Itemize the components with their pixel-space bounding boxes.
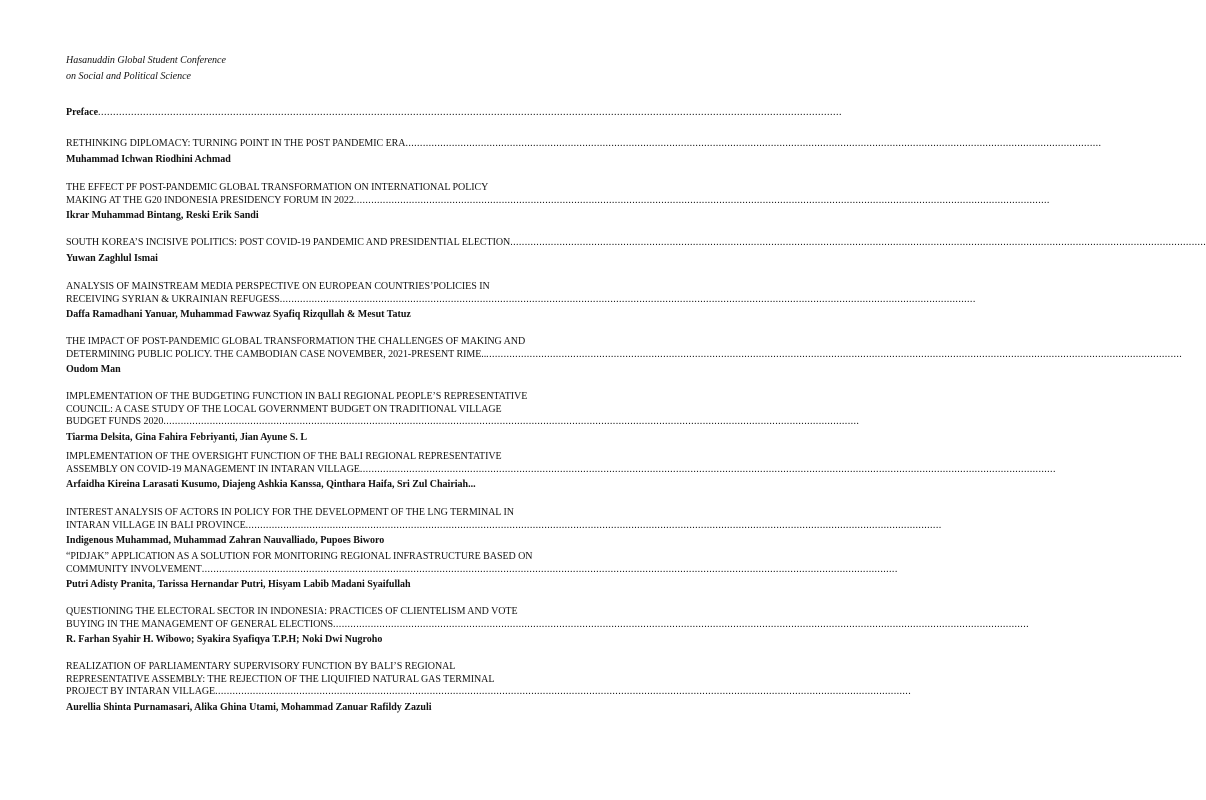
entry-authors: R. Farhan Syahir H. Wibowo; Syakira Syafiqya T.P.H; Noki Dwi Nugroho [66, 634, 383, 645]
leader-dots: ................................................................................................................................................................................................................................................ [279, 293, 976, 305]
entry-title-text: THE IMPACT OF POST-PANDEMIC GLOBAL TRANSFORMATION THE CHALLENGES OF MAKING AND [66, 336, 526, 347]
entry-title-line [66, 618, 1029, 632]
entry-title-line [66, 138, 1102, 151]
entry-authors: Indigenous Muhammad, Muhammad Zahran Nauvalliado, Pupoes Biworo [66, 535, 385, 546]
entry-title-text: RECEIVING SYRIAN & UKRAINIAN REFUGESS [66, 293, 280, 305]
toc-entry[interactable] [66, 661, 912, 715]
entry-title-line [66, 563, 898, 577]
entry-title-line [66, 551, 550, 564]
entry-title-text: REPRESENTATIVE ASSEMBLY: THE REJECTION OF THE LIQUIFIED NATURAL GAS TERMINAL [66, 673, 495, 685]
toc-entry[interactable] [66, 237, 1206, 266]
toc-entry[interactable] [66, 336, 1183, 377]
entry-title-text: BUYING IN THE MANAGEMENT OF GENERAL ELECTIONS [66, 618, 333, 630]
leader-dots: ................................................................................................................................................................................................................................................ [405, 138, 1102, 149]
entry-title-text: RETHINKING DIPLOMACY: TURNING POINT IN THE POST PANDEMIC ERA [66, 138, 406, 149]
entry-title-line [66, 463, 1056, 477]
toc-entry[interactable] [66, 551, 898, 592]
preface-label: Preface [66, 107, 99, 118]
entry-title-text: BUDGET FUNDS 2020 [66, 416, 164, 427]
entry-title-text: IMPLEMENTATION OF THE OVERSIGHT FUNCTION OF THE BALI REGIONAL REPRESENTATIVE [66, 451, 502, 462]
header-line-1: Hasanuddin Global Student Conference [66, 55, 226, 66]
entry-authors: Tiarma Delsita, Gina Fahira Febriyanti, Jian Ayune S. L [66, 431, 308, 443]
leader-dots: ................................................................................................................................................................................................................................................ [333, 618, 1029, 630]
entry-title-line [66, 674, 550, 687]
entry-title-text: IMPLEMENTATION OF THE BUDGETING FUNCTION IN BALI REGIONAL PEOPLE’S REPRESENTATIVE [66, 391, 528, 402]
toc-entry[interactable] [66, 182, 1050, 223]
toc-entry[interactable] [66, 138, 1102, 167]
toc-entry[interactable] [66, 391, 860, 445]
leader-dots: ................................................................................................................................................................................................................................................ [201, 563, 898, 575]
entry-title-text: QUESTIONING THE ELECTORAL SECTOR IN INDONESIA: PRACTICES OF CLIENTELISM AND VOTE [66, 606, 518, 617]
entry-title-text: COMMUNITY INVOLVEMENT [66, 563, 202, 575]
entry-title-text: INTARAN VILLAGE IN BALI PROVINCE [66, 519, 246, 531]
entry-authors: Daffa Ramadhani Yanuar, Muhammad Fawwaz Syafiq Rizqullah & Mesut Tatuz [66, 309, 411, 320]
entry-title-text: DETERMINING PUBLIC POLICY. THE CAMBODIAN CASE NOVEMBER, 2021-PRESENT RIME.. [66, 348, 487, 360]
leader-dots: ................................................................................................................................................................................................................................................ [163, 416, 860, 427]
entry-authors: Aurellia Shinta Purnamasari, Alika Ghina Utami, Mohammad Zanuar Rafildy Zazuli [66, 701, 432, 713]
entry-title-line [66, 519, 942, 533]
entry-title-line [66, 293, 976, 307]
entry-authors: Putri Adisty Pranita, Tarissa Hernandar Putri, Hisyam Labib Madani Syaifullah [66, 579, 411, 590]
entry-title-line [66, 281, 550, 294]
entry-title-line [66, 404, 550, 417]
toc-entry[interactable] [66, 281, 976, 322]
entry-title-line [66, 606, 550, 619]
entry-title-line [66, 686, 912, 699]
entry-authors: Arfaidha Kireina Larasati Kusumo, Diajeng Ashkia Kanssa, Qinthara Haifa, Sri Zul Chairiah... [66, 479, 476, 490]
entry-title-line [66, 348, 1183, 362]
entry-authors: Yuwan Zaghlul Ismai [66, 252, 158, 264]
leader-dots: ................................................................................................................................................................................................................................................ [486, 348, 1183, 360]
entry-title-text: “PIDJAK” APPLICATION AS A SOLUTION FOR MONITORING REGIONAL INFRASTRUCTURE BASED ON [66, 551, 533, 562]
toc-entry[interactable] [66, 606, 1029, 647]
entry-authors: Oudom Man [66, 364, 121, 375]
entry-title-text: REALIZATION OF PARLIAMENTARY SUPERVISORY FUNCTION BY BALI’S REGIONAL [66, 661, 456, 672]
leader-dots: ................................................................................................................................................................................................................................................ [245, 519, 942, 531]
entry-title-text: ASSEMBLY ON COVID-19 MANAGEMENT IN INTARAN VILLAGE [66, 463, 360, 475]
leader-dots: ................................................................................................................................................................................................................................................ [510, 237, 1206, 248]
leader-dots: ................................................................................................................................................................................................................................................ [359, 463, 1056, 475]
entry-authors: Muhammad Ichwan Riodhini Achmad [66, 153, 231, 165]
toc-preface[interactable] [66, 106, 550, 119]
leader-dots: ................................................................................................................................................................................................................................................ [215, 686, 912, 697]
entry-title-text: INTEREST ANALYSIS OF ACTORS IN POLICY FOR THE DEVELOPMENT OF THE LNG TERMINAL IN [66, 507, 514, 518]
header-line-2: on Social and Political Science [66, 71, 191, 82]
running-header [66, 53, 226, 85]
entry-title-text: COUNCIL: A CASE STUDY OF THE LOCAL GOVERNMENT BUDGET ON TRADITIONAL VILLAGE [66, 403, 502, 415]
entry-title-line [66, 451, 550, 464]
toc-entry[interactable] [66, 507, 942, 548]
leader-dots: ................................................................................................................................................................................................................................................ [353, 194, 1050, 206]
entry-authors: Ikrar Muhammad Bintang, Reski Erik Sandi [66, 210, 259, 221]
entry-title-line [66, 237, 1206, 250]
entry-title-text: PROJECT BY INTARAN VILLAGE [66, 686, 216, 697]
entry-title-text: ANALYSIS OF MAINSTREAM MEDIA PERSPECTIVE ON EUROPEAN COUNTRIES’POLICIES IN [66, 281, 490, 292]
entry-title-line [66, 194, 1050, 208]
entry-title-line [66, 661, 550, 674]
table-of-contents [66, 106, 1206, 713]
entry-title-text: THE EFFECT PF POST-PANDEMIC GLOBAL TRANSFORMATION ON INTERNATIONAL POLICY [66, 182, 489, 193]
entry-title-line [66, 336, 550, 349]
entry-title-line [66, 507, 550, 520]
entry-title-text: SOUTH KOREA’S INCISIVE POLITICS: POST COVID-19 PANDEMIC AND PRESIDENTIAL ELECTION [66, 237, 511, 248]
entry-title-line [66, 182, 550, 195]
entry-title-line [66, 416, 860, 429]
entry-title-text: MAKING AT THE G20 INDONESIA PRESIDENCY FORUM IN 2022 [66, 194, 354, 206]
entry-title-line [66, 391, 550, 404]
toc-entry[interactable] [66, 451, 1056, 492]
